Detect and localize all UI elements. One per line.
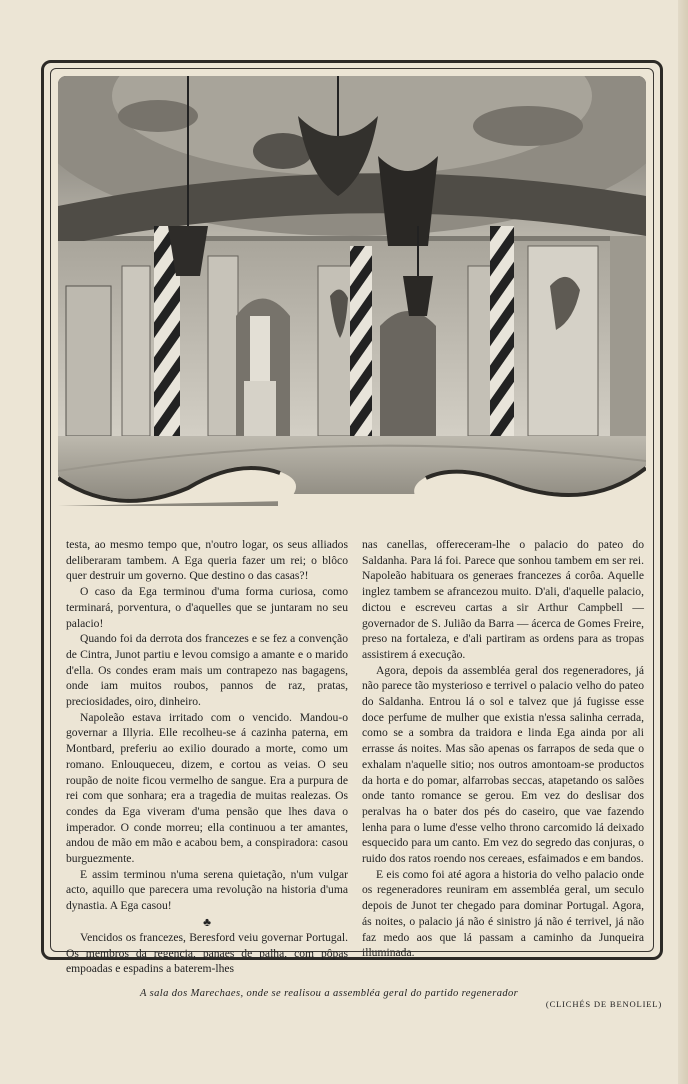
paragraph: E assim terminou n'uma serena quietação, n'um vulgar acto, aquillo que parecera uma revolução na historia d'uma dynastia. A Ega casou! xyxy=(66,867,348,913)
paragraph: Quando foi da derrota dos francezes e se fez a convenção de Cintra, Junot partiu e levou comsigo a amante e o marido d'ella. Os condes eram mais um contrapezo nas bagagens, onde iam muitos roubos, pannos de raz, pratas, preciosidades, oiro, dinheiro. xyxy=(66,632,348,709)
paragraph: Agora, depois da assembléa geral dos regeneradores, já não parece tão mysterioso e terrivel o palacio velho do pateo do Saldanha. Entrou lá o sol e talvez que já fugisse esse doce perfume de mulher que existia n'essa salinha cerrada, como se a sombra da traidora e linda Ega ainda por ali errasse ás noites. Mas são apenas os farrapos de seda que o exhalam n'aquelle sitio; nos outros amontoam-se productos da horta e do pomar, alfarrobas seccas, atapetando os salões onde tanto romance se gerou. Em vez do deslisar dos peralvas ha o bater dos pés do caseiro, que vae fazendo lenha para o lume d'esse velho throno carcomido lá deixado esquecido para um canto. Em vez do segredo das conjuras, o ruido dos ratos roendo nos cereaes, esfaimados e em bandos. xyxy=(362,663,644,866)
paragraph: testa, ao mesmo tempo que, n'outro logar, os seus alliados deliberaram tambem. A Ega queria fazer um rei; o blôco quer destruir um governo. Que destino o das casas?! xyxy=(66,538,348,583)
article-right-column xyxy=(362,537,644,961)
photograph-drawing xyxy=(58,76,646,506)
photo-credit: (CLICHÉS DE BENOLIEL) xyxy=(545,999,662,1009)
hall-photograph xyxy=(58,76,646,506)
paragraph: nas canellas, offereceram-lhe o palacio do pateo do Saldanha. Para lá foi. Parece que sonhou tambem em ser rei. Napoleão habituara os generaes francezes á corôa. Aquelle inglez tambem se afrancezou muito. D'ali, d'aquelle palacio, dictou e escreveu cartas a sir Arthur Campbell — governador de S. Julião da Barra — ácerca de Gomes Freire, preso na fortaleza, e d'ali partiram as ordens para as tropas assistirem á execução. xyxy=(362,538,645,661)
paragraph: Vencidos os francezes, Beresford veiu governar Portugal. Os membros da regencia, panaes de palha, com pôpas empoadas e espadins a baterem-lhes xyxy=(66,930,348,976)
paragraph: E eis como foi até agora a historia do velho palacio onde os regeneradores reuniram em assembléa geral, um seculo depois de Junot ter chegado para dominar Portugal. Agora, ás noites, o palacio já não é sinistro já não é terrivel, já não faz medo aos que lá passam a caminho da Junqueira illuminada. xyxy=(362,867,644,960)
page-edge xyxy=(678,0,688,1084)
paragraph: O caso da Ega terminou d'uma forma curiosa, como terminará, porventura, o d'aquelles que se juntaram no seu palacio! xyxy=(66,585,348,630)
article-left-column xyxy=(66,537,348,977)
fleuron-ornament: ♣ xyxy=(203,914,211,929)
photo-caption: A sala dos Marechaes, onde se realisou a assembléa geral do partido regenerador xyxy=(140,988,519,999)
paragraph: Napoleão estava irritado com o vencido. Mandou-o governar a Illyria. Elle recolheu-se á cazinha paterna, em Montbard, preferiu ao exilio dourado a morte, como um romano. Enlouqueceu, dizem, e cortou as veias. O seu roupão de noite ficou vermelho de sangue. Era a purpura de rei com que sonhara; era a tragedia de muitas realezas. Os condes da Ega viveram d'uma pensão que lhes dava o imperador. O conde morreu; ella continuou a ter amantes, andou de mão em mão e acabou bem, a conspiradora: casou burguezmente. xyxy=(66,710,348,866)
